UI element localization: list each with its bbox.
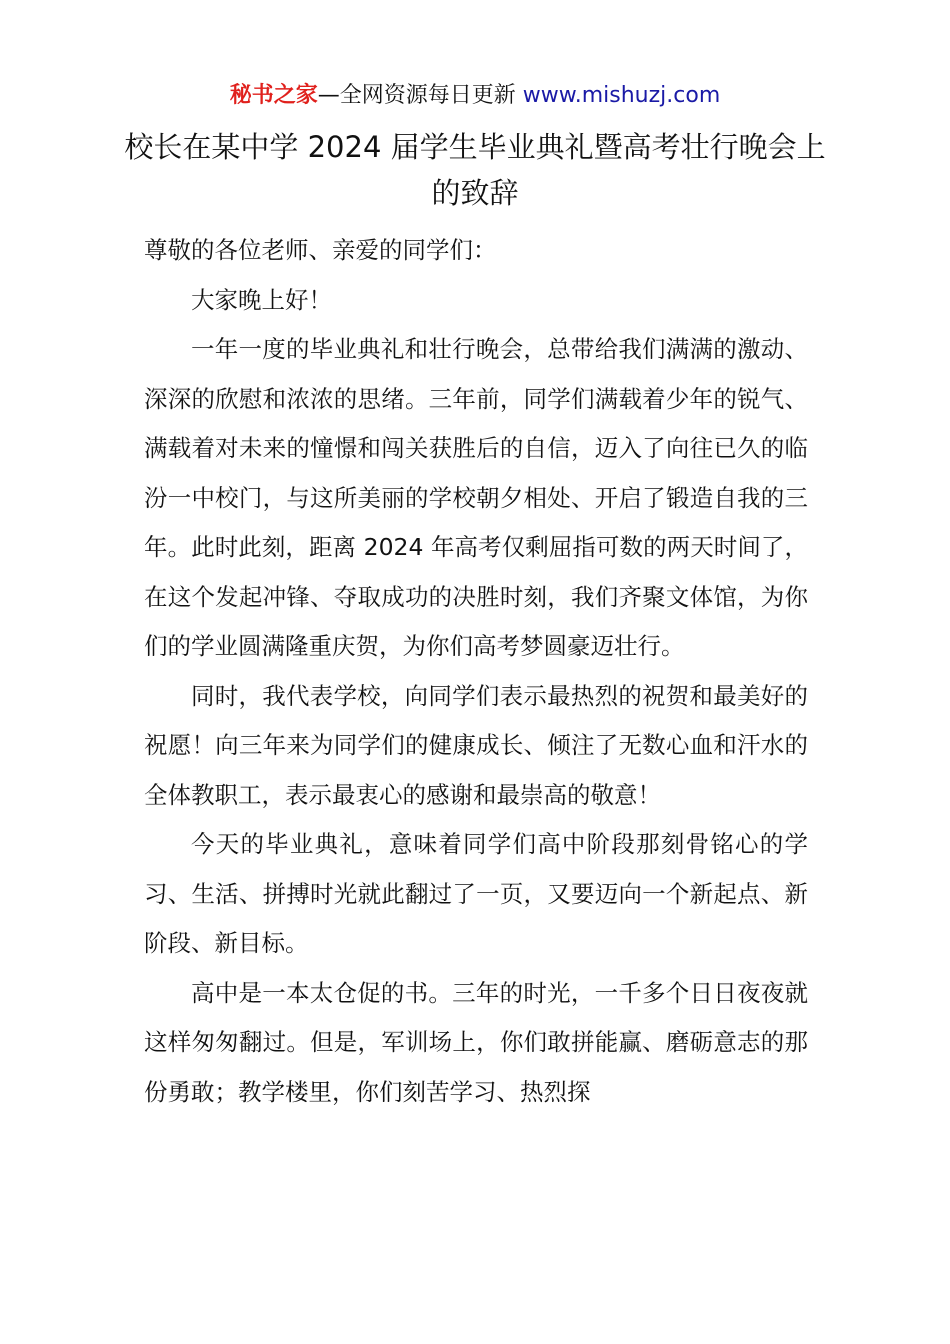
- site-tagline: —全网资源每日更新: [317, 83, 523, 108]
- body-paragraph: 同时，我代表学校，向同学们表示最热烈的祝贺和最美好的祝愿！向三年来为同学们的健康成长、倾注了无数心血和汗水的全体教职工，表示最衷心的感谢和最崇高的敬意！: [144, 681, 808, 809]
- salutation: 尊敬的各位老师、亲爱的同学们：: [144, 236, 497, 264]
- site-header: [0, 80, 950, 112]
- site-brand: 秘书之家: [229, 83, 318, 108]
- document-title: 校长在某中学 2024 届学生毕业典礼暨高考壮行晚会上的致辞: [124, 130, 826, 210]
- body-paragraph: 大家晚上好！: [191, 285, 332, 314]
- body-paragraph: 高中是一本太仓促的书。三年的时光，一千多个日日夜夜就这样匆匆翻过。但是，军训场上，你们敢拼能赢、磨砺意志的那份勇敢；教学楼里，你们刻苦学习、热烈探: [144, 978, 808, 1106]
- body-paragraph: 一年一度的毕业典礼和壮行晚会，总带给我们满满的激动、深深的欣慰和浓浓的思绪。三年前，同学们满载着少年的锐气、满载着对未来的憧憬和闯关获胜后的自信，迈入了向往已久的临汾一中校门，与这所美丽的学校朝夕相处、开启了锻造自我的三年。此时此刻，距离 2024 年高考仅剩屈指可数的两天时间了，在这个发起冲锋、夺取成功的决胜时刻，我们齐聚文体馆，为你们的学业圆满隆重庆贺，为你们高考梦圆豪迈壮行。: [144, 335, 808, 660]
- document-body: [144, 226, 808, 1117]
- body-paragraph: 今天的毕业典礼，意味着同学们高中阶段那刻骨铭心的学习、生活、拼搏时光就此翻过了一页，又要迈向一个新起点、新阶段、新目标。: [144, 830, 808, 957]
- site-url-link[interactable]: www.mishuzj.com: [522, 83, 721, 108]
